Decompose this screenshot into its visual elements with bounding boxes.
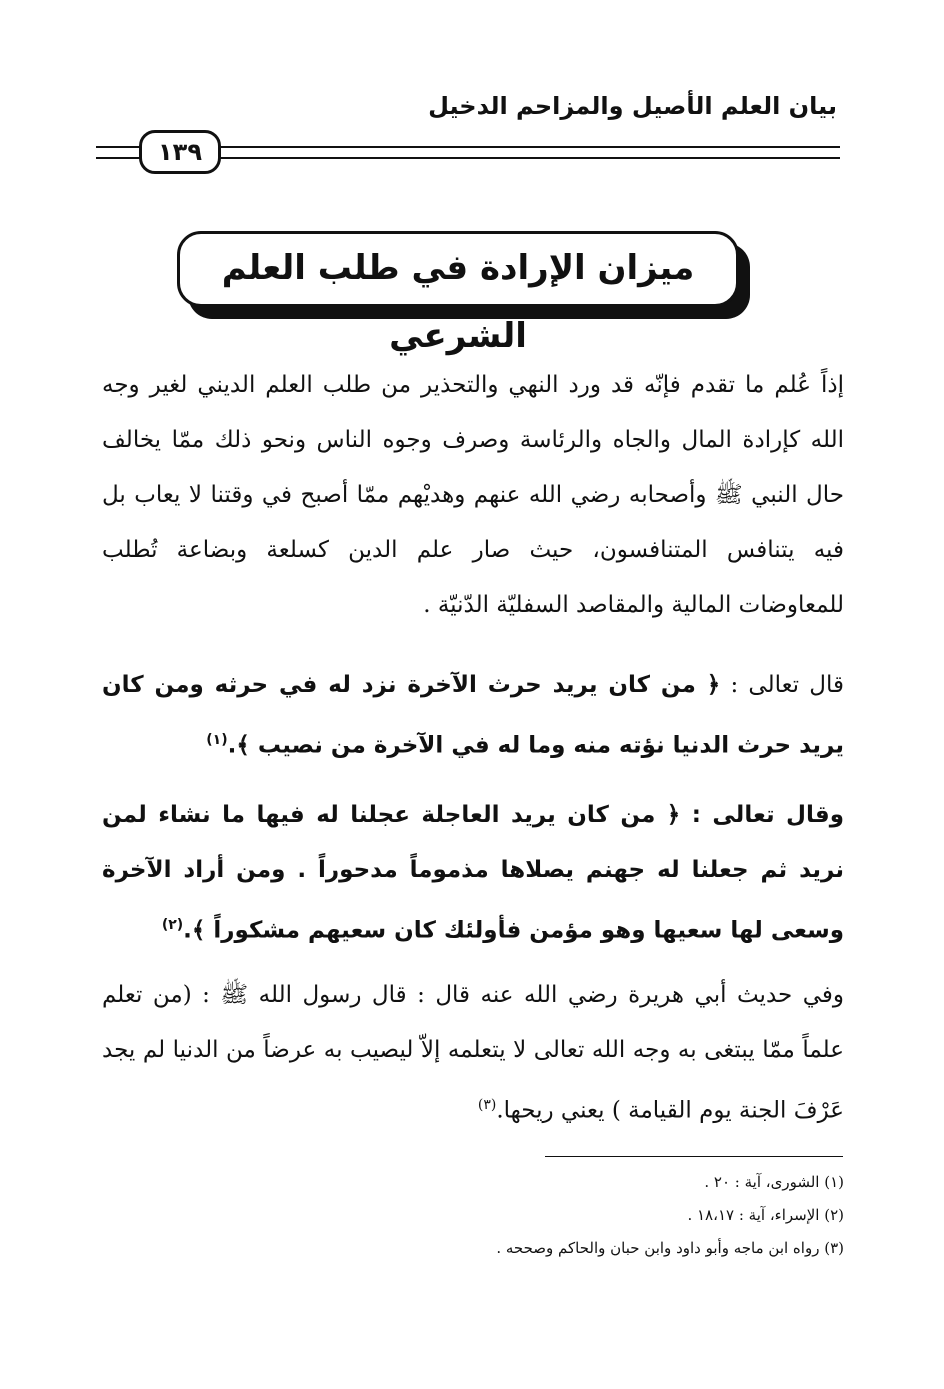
body-paragraph-4: [102, 968, 844, 1139]
page-number: ١٣٩: [139, 130, 221, 174]
verse-intro: قال تعالى :: [720, 672, 844, 698]
footnote-ref-3: (٣): [477, 1097, 497, 1113]
footnotes: [102, 1166, 844, 1265]
body-paragraph-1: [102, 358, 844, 633]
body-paragraph-3: [102, 788, 844, 959]
footnote-2: (٢) الإسراء، آية : ١٨،١٧ .: [687, 1206, 844, 1224]
body-paragraph-2: [102, 658, 844, 774]
footnote-1: (١) الشورى، آية : ٢٠ .: [704, 1173, 844, 1191]
hadith-text: وفي حديث أبي هريرة رضي الله عنه قال : قال رسول الله ﷺ : (من تعلم علماً ممّا يبتغى به وجه الله تعالى لا يتعلمه إلاّ ليصيب به عرضاً من الدنيا لم يجد عَرْفَ الجنة يوم القيامة ) يعني ريحها.: [102, 982, 844, 1124]
running-header-title: بيان العلم الأصيل والمزاحم الدخيل: [428, 92, 837, 120]
footnote-3: (٣) رواه ابن ماجه وأبو داود وابن حبان والحاكم وصححه .: [496, 1239, 844, 1257]
chapter-title: ميزان الإرادة في طلب العلم الشرعي: [177, 231, 739, 307]
footnote-ref-2: (٢): [161, 917, 184, 933]
paragraph-text: إذاً عُلم ما تقدم فإنّه قد ورد النهي والتحذير من طلب العلم الديني لغير وجه الله كإرادة المال والجاه والرئاسة وصرف وجوه الناس ونحو ذلك ممّا يخالف حال النبي ﷺ وأصحابه رضي الله عنهم وهديْهم ممّا أصبح في وقتنا لا يعاب بل فيه يتنافس المتنافسون، حيث صار علم الدين كسلعة وبضاعة تُطلب للمعاوضات المالية والمقاصد السفليّة الدّنيّة .: [102, 372, 844, 618]
quran-verse: ﴿ من كان يريد حرث الآخرة نزد له في حرثه ومن كان يريد حرث الدنيا نؤته منه وما له في الآخرة من نصيب ﴾.: [102, 672, 844, 759]
footnote-separator: [545, 1156, 843, 1157]
footnote-ref-1: (١): [206, 732, 228, 748]
quran-verse: وقال تعالى : ﴿ من كان يريد العاجلة عجلنا له فيها ما نشاء لمن نريد ثم جعلنا له جهنم يصلاها مذموماً مدحوراً . ومن أراد الآخرة وسعى لها سعيها وهو مؤمن فأولئك كان سعيهم مشكوراً ﴾.: [102, 802, 844, 944]
